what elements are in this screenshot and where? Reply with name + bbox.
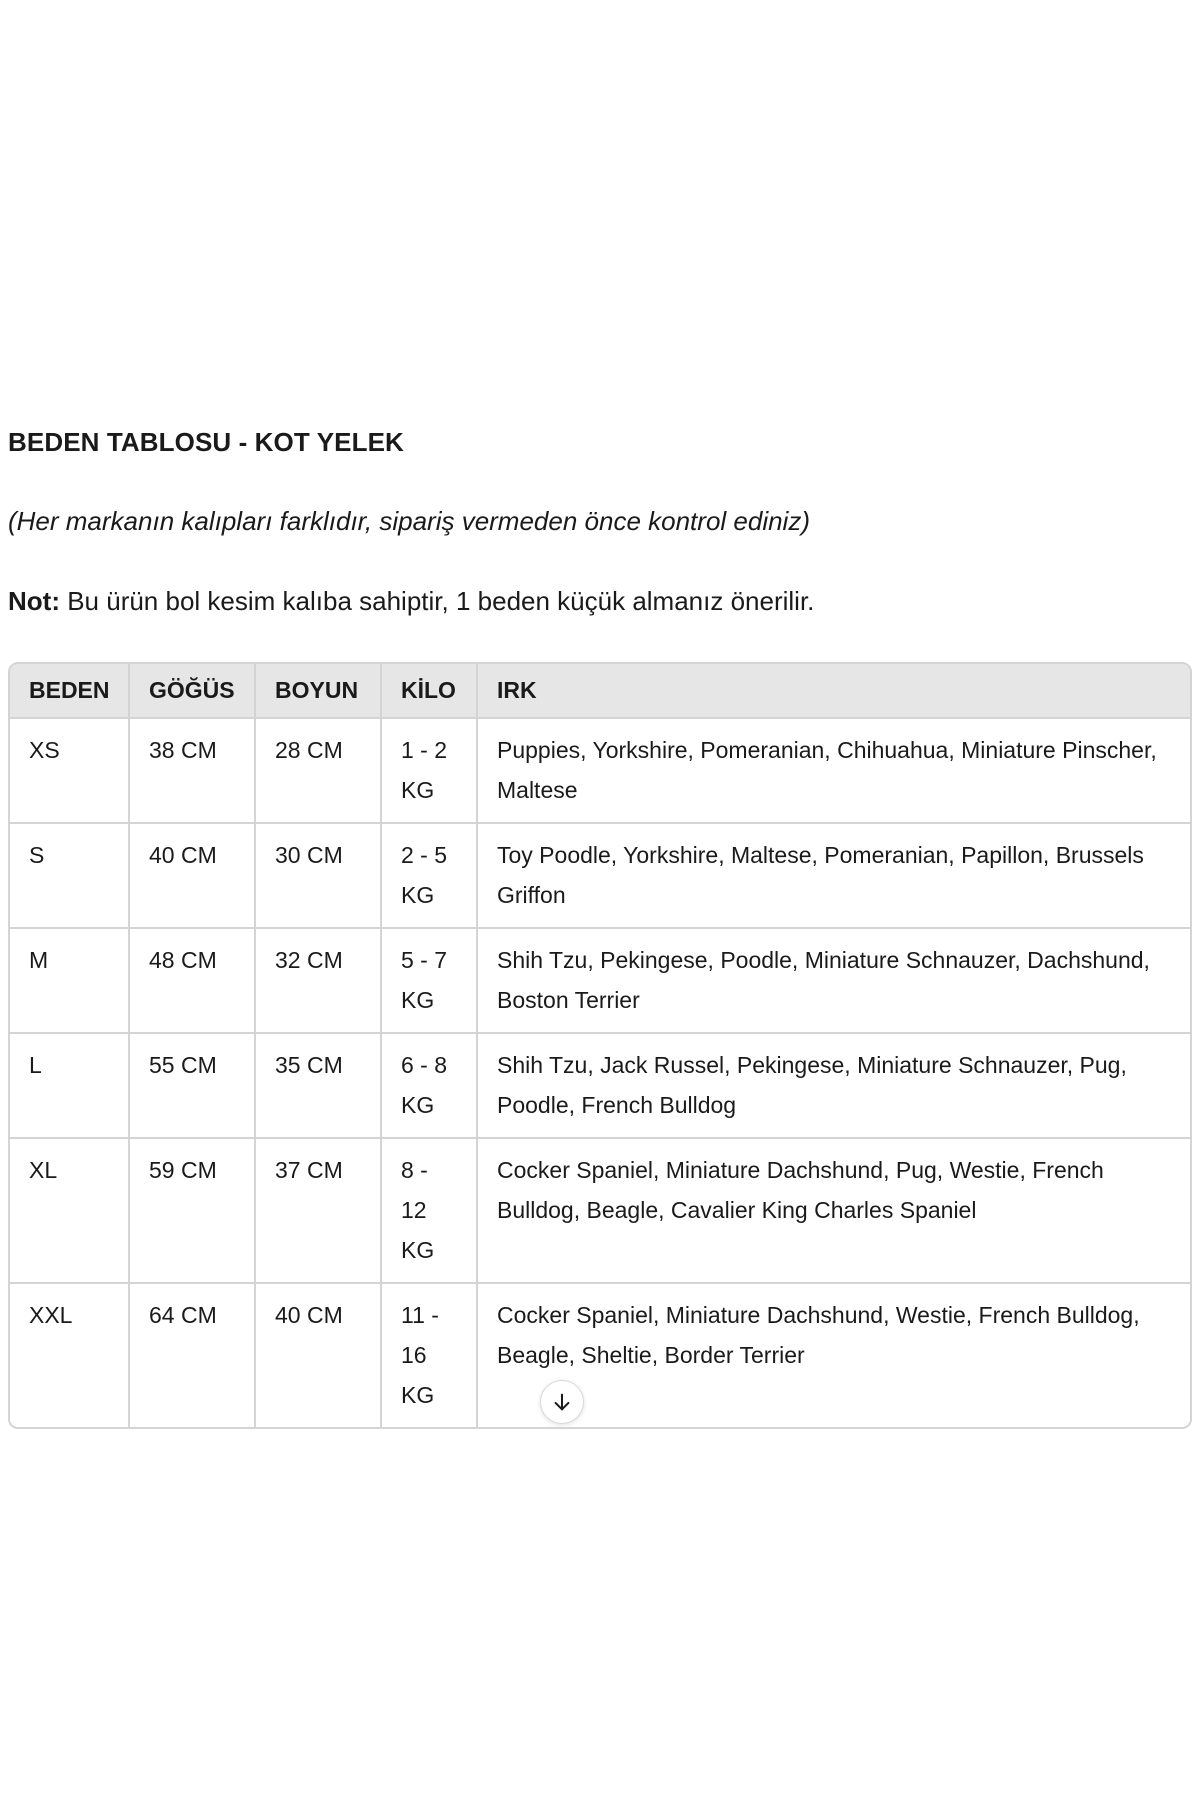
cell-chest: 64 CM: [129, 1283, 255, 1427]
size-table: [8, 662, 1192, 1429]
page-title: BEDEN TABLOSU - KOT YELEK: [8, 427, 404, 457]
cell-size: XXL: [10, 1283, 129, 1427]
cell-chest: 48 CM: [129, 928, 255, 1033]
cell-size: S: [10, 823, 129, 928]
cell-size: XS: [10, 718, 129, 823]
cell-weight: 5 - 7 KG: [381, 928, 477, 1033]
table-row: [10, 823, 1190, 928]
size-guide-text: [8, 425, 1194, 618]
cell-weight: 1 - 2 KG: [381, 718, 477, 823]
cell-neck: 28 CM: [255, 718, 381, 823]
cell-chest: 38 CM: [129, 718, 255, 823]
cell-chest: 55 CM: [129, 1033, 255, 1138]
cell-neck: 40 CM: [255, 1283, 381, 1427]
table-header-row: [10, 664, 1190, 718]
cell-neck: 37 CM: [255, 1138, 381, 1283]
cell-size: L: [10, 1033, 129, 1138]
header-beden: BEDEN: [10, 664, 129, 718]
cell-neck: 35 CM: [255, 1033, 381, 1138]
table-row: [10, 1283, 1190, 1427]
note-label: Not:: [8, 586, 60, 616]
cell-breeds: Cocker Spaniel, Miniature Dachshund, Pug, Westie, French Bulldog, Beagle, Cavalier King Charles Spaniel: [477, 1138, 1190, 1283]
table-row: [10, 1138, 1190, 1283]
table-row: [10, 1033, 1190, 1138]
cell-breeds-text: Cocker Spaniel, Miniature Dachshund, Westie, French Bulldog, Beagle, Sheltie, Border Terrier: [497, 1302, 1140, 1368]
header-gogus: GÖĞÜS: [129, 664, 255, 718]
table-row: [10, 718, 1190, 823]
header-irk: IRK: [477, 664, 1190, 718]
size-table-grid: [10, 664, 1190, 1427]
arrow-down-icon: [551, 1391, 573, 1413]
cell-neck: 32 CM: [255, 928, 381, 1033]
cell-neck: 30 CM: [255, 823, 381, 928]
table-row: [10, 928, 1190, 1033]
note-text: Bu ürün bol kesim kalıba sahiptir, 1 beden küçük almanız önerilir.: [59, 586, 815, 616]
cell-weight: 11 - 16 KG: [381, 1283, 477, 1427]
cell-weight: 8 - 12 KG: [381, 1138, 477, 1283]
cell-chest: 40 CM: [129, 823, 255, 928]
cell-breeds: Shih Tzu, Jack Russel, Pekingese, Miniature Schnauzer, Pug, Poodle, French Bulldog: [477, 1033, 1190, 1138]
cell-size: XL: [10, 1138, 129, 1283]
cell-breeds: Puppies, Yorkshire, Pomeranian, Chihuahua, Miniature Pinscher, Maltese: [477, 718, 1190, 823]
cell-breeds: Toy Poodle, Yorkshire, Maltese, Pomeranian, Papillon, Brussels Griffon: [477, 823, 1190, 928]
cell-breeds: [477, 1283, 1190, 1427]
header-kilo: KİLO: [381, 664, 477, 718]
cell-weight: 6 - 8 KG: [381, 1033, 477, 1138]
scroll-down-button[interactable]: [540, 1380, 584, 1424]
header-boyun: BOYUN: [255, 664, 381, 718]
cell-size: M: [10, 928, 129, 1033]
cell-weight: 2 - 5 KG: [381, 823, 477, 928]
subtitle: (Her markanın kalıpları farklıdır, sipariş vermeden önce kontrol ediniz): [8, 506, 810, 536]
cell-chest: 59 CM: [129, 1138, 255, 1283]
cell-breeds: Shih Tzu, Pekingese, Poodle, Miniature Schnauzer, Dachshund, Boston Terrier: [477, 928, 1190, 1033]
note: [8, 584, 1194, 618]
